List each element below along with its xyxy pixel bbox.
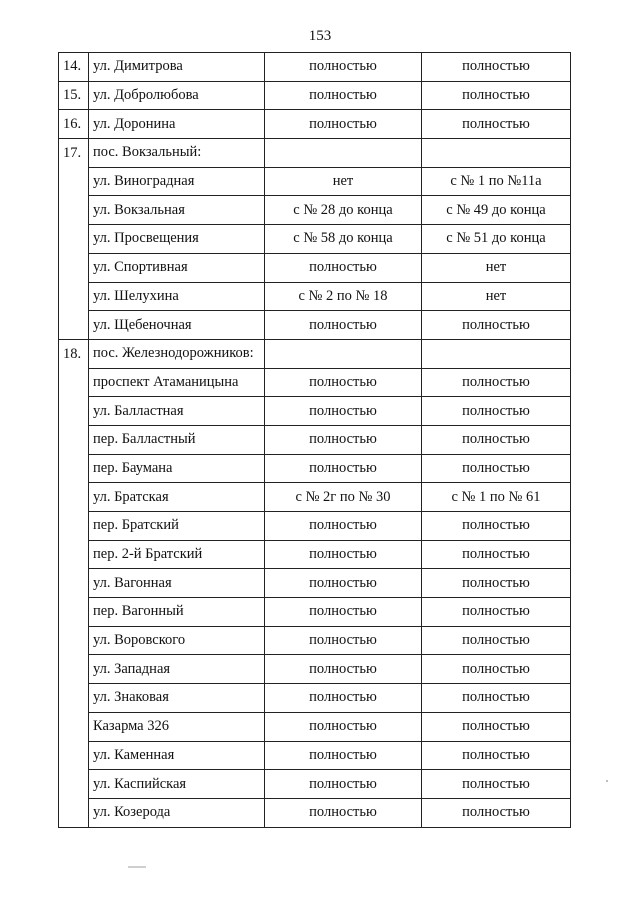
column-2-value: полностью [422,368,571,397]
street-name: ул. Просвещения [89,225,265,254]
column-1-value: полностью [265,397,422,426]
column-2-value: полностью [422,53,571,82]
table-row [59,454,571,483]
table-row [59,540,571,569]
column-1-value: с № 58 до конца [265,225,422,254]
street-name: ул. Каменная [89,741,265,770]
street-name: ул. Знаковая [89,684,265,713]
street-name: ул. Добролюбова [89,81,265,110]
table-row [59,368,571,397]
table-row [59,741,571,770]
group-number: 17. [59,139,89,340]
street-name: Казарма 326 [89,712,265,741]
column-2-value: с № 1 по №11а [422,167,571,196]
street-name: ул. Вокзальная [89,196,265,225]
scan-artifact [128,866,146,868]
table-row [59,798,571,827]
group-header-row [59,339,571,368]
column-2-value: полностью [422,712,571,741]
table-row [59,626,571,655]
column-1-value: с № 2г по № 30 [265,483,422,512]
column-2-value: полностью [422,655,571,684]
column-2-value: полностью [422,569,571,598]
column-2-value: с № 1 по № 61 [422,483,571,512]
column-2-value: полностью [422,684,571,713]
column-2-value: полностью [422,798,571,827]
group-title-empty-cell [422,139,571,168]
street-name: проспект Атаманицына [89,368,265,397]
table-row [59,397,571,426]
column-1-value: полностью [265,598,422,627]
column-1-value: полностью [265,798,422,827]
column-1-value: с № 28 до конца [265,196,422,225]
street-name: ул. Каспийская [89,770,265,799]
column-2-value: полностью [422,110,571,139]
column-1-value: полностью [265,569,422,598]
column-2-value: полностью [422,540,571,569]
scan-artifact [606,780,608,782]
table-row [59,81,571,110]
street-table-body [59,53,571,828]
table-row [59,253,571,282]
table-row [59,167,571,196]
table-row [59,684,571,713]
column-1-value: полностью [265,110,422,139]
column-2-value: полностью [422,598,571,627]
street-name: пер. Баумана [89,454,265,483]
street-name: пер. Балластный [89,425,265,454]
street-name: пер. 2-й Братский [89,540,265,569]
table-row [59,225,571,254]
table-row [59,569,571,598]
row-number: 14. [59,53,89,82]
street-name: ул. Братская [89,483,265,512]
column-1-value: полностью [265,454,422,483]
column-1-value: полностью [265,626,422,655]
street-name: ул. Козерода [89,798,265,827]
page-number: 153 [308,28,332,44]
street-name: ул. Щебеночная [89,311,265,340]
column-1-value: полностью [265,81,422,110]
table-row [59,196,571,225]
street-name: ул. Спортивная [89,253,265,282]
group-header-row [59,139,571,168]
table-row [59,282,571,311]
table-row [59,311,571,340]
column-1-value: полностью [265,368,422,397]
street-name: ул. Западная [89,655,265,684]
column-2-value: с № 49 до конца [422,196,571,225]
street-name: ул. Балластная [89,397,265,426]
table-row [59,483,571,512]
row-number: 16. [59,110,89,139]
column-2-value: полностью [422,626,571,655]
group-title-empty-cell [422,339,571,368]
column-1-value: полностью [265,655,422,684]
column-2-value: полностью [422,425,571,454]
column-2-value: полностью [422,81,571,110]
column-2-value: полностью [422,311,571,340]
column-2-value: полностью [422,454,571,483]
table-row [59,598,571,627]
street-name: пер. Вагонный [89,598,265,627]
street-name: ул. Виноградная [89,167,265,196]
column-2-value: полностью [422,741,571,770]
column-2-value: полностью [422,512,571,541]
street-name: ул. Вагонная [89,569,265,598]
street-name: ул. Воровского [89,626,265,655]
table-row [59,770,571,799]
column-2-value: нет [422,253,571,282]
street-name: ул. Димитрова [89,53,265,82]
table-row [59,655,571,684]
column-2-value: полностью [422,770,571,799]
column-1-value: полностью [265,712,422,741]
column-1-value: полностью [265,253,422,282]
column-1-value: полностью [265,311,422,340]
group-title: пос. Вокзальный: [89,139,265,168]
group-title: пос. Железнодорожников: [89,339,265,368]
street-table [58,52,571,828]
column-2-value: нет [422,282,571,311]
group-number: 18. [59,339,89,827]
column-1-value: полностью [265,425,422,454]
street-name: пер. Братский [89,512,265,541]
column-1-value: нет [265,167,422,196]
row-number: 15. [59,81,89,110]
street-name: ул. Доронина [89,110,265,139]
group-title-empty-cell [265,139,422,168]
column-1-value: полностью [265,770,422,799]
column-1-value: полностью [265,684,422,713]
column-1-value: полностью [265,53,422,82]
column-2-value: полностью [422,397,571,426]
column-1-value: полностью [265,512,422,541]
table-row [59,712,571,741]
column-2-value: с № 51 до конца [422,225,571,254]
street-name: ул. Шелухина [89,282,265,311]
column-1-value: с № 2 по № 18 [265,282,422,311]
group-title-empty-cell [265,339,422,368]
table-row [59,425,571,454]
table-row [59,512,571,541]
column-1-value: полностью [265,741,422,770]
table-row [59,53,571,82]
table-row [59,110,571,139]
column-1-value: полностью [265,540,422,569]
